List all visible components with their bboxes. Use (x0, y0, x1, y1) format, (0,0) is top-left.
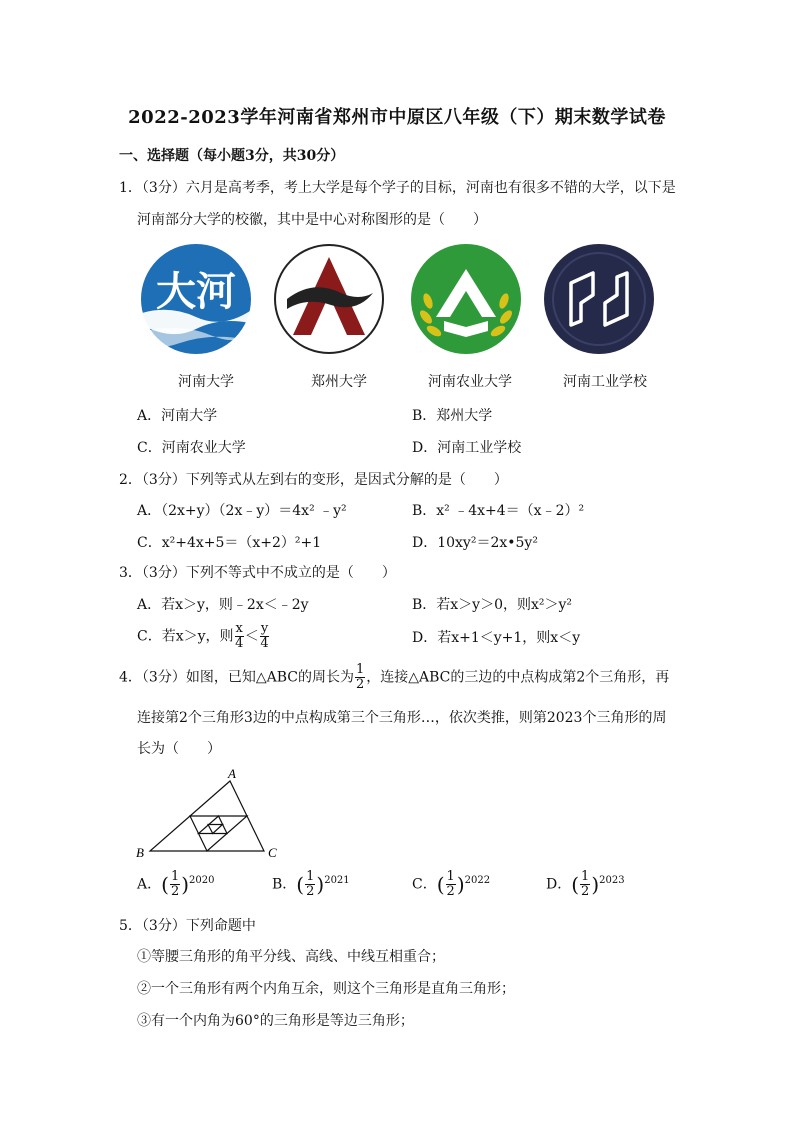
exam-title: 2022-2023学年河南省郑州市中原区八年级（下）期末数学试卷 (128, 107, 666, 128)
henan-industrial-school-logo-icon (543, 243, 655, 355)
zhengzhou-university-logo-icon (273, 243, 385, 355)
q1-stem-line2: 河南部分大学的校徽，其中是中心对称图形的是（ ） (137, 212, 487, 228)
vertex-label-a: A (228, 766, 236, 781)
logo-caption-2: 郑州大学 (311, 374, 367, 390)
fraction: $\frac{x}{4}$ (235, 621, 244, 651)
nested-triangles-figure (130, 764, 290, 864)
vertex-label-c: C (268, 845, 277, 860)
q3-option-b: B．若x＞y＞0，则x²＞y² (412, 597, 573, 613)
q1-stem-line1: 1．（3分）六月是高考季，考上大学是每个学子的目标，河南也有很多不错的大学，以下是 (119, 180, 676, 196)
q3-option-a: A．若x＞y，则﹣2x＜﹣2y (137, 597, 309, 613)
q3-option-d: D．若x+1＜y+1，则x＜y (412, 630, 581, 646)
henan-agricultural-university-logo-icon (410, 243, 522, 355)
q3-option-c-prefix: C．若x＞y，则 (137, 628, 234, 645)
relation: ＜ (244, 628, 259, 645)
q4-option-c: C．( $\frac{1}{2}$ )$^{2022}$ (412, 869, 491, 899)
q1-option-a: A．河南大学 (137, 408, 218, 424)
q5-item-1: ①等腰三角形的角平分线、高线、中线互相重合； (137, 949, 445, 965)
q1-option-d: D．河南工业学校 (412, 440, 522, 456)
q5-item-3: ③有一个内角为60°的三角形是等边三角形； (137, 1013, 414, 1029)
section-heading: 一、选择题（每小题3分，共30分） (119, 148, 345, 164)
q2-option-a: A．（2x+y）（2x﹣y）＝4x² ﹣y² (137, 503, 347, 519)
q4-stem-line2: 连接第2个三角形3边的中点构成第三个三角形…，依次类推，则第2023个三角形的周 (137, 710, 667, 726)
q4-stem-line3: 长为（ ） (137, 741, 221, 757)
fraction: $\frac{y}{4}$ (260, 621, 269, 651)
q1-option-c: C．河南农业大学 (137, 440, 246, 456)
q2-option-b: B．x² ﹣4x+4＝（x﹣2）² (412, 503, 585, 519)
q4-option-b: B．( $\frac{1}{2}$ )$^{2021}$ (272, 869, 350, 899)
q2-stem: 2．（3分）下列等式从左到右的变形，是因式分解的是（ ） (119, 472, 508, 488)
vertex-label-b: B (136, 845, 144, 860)
logo-caption-3: 河南农业大学 (428, 374, 512, 390)
q5-item-2: ②一个三角形有两个内角互余，则这个三角形是直角三角形； (137, 981, 515, 997)
q3-stem: 3．（3分）下列不等式中不成立的是（ ） (119, 565, 396, 581)
q1-option-b: B．郑州大学 (412, 408, 493, 424)
q2-option-c: C．x²+4x+5＝（x+2）²+1 (137, 535, 322, 551)
logo-caption-4: 河南工业学校 (563, 374, 647, 390)
logo-caption-1: 河南大学 (178, 374, 234, 390)
q4-stem-line1: 4．（3分）如图，已知△ABC的周长为 $\frac{1}{2}$ ，连接△ABC的三边的中点构成第2个三角形，再 (119, 662, 670, 692)
q2-option-d: D．10xy²＝2x•5y² (412, 535, 538, 551)
logo-text: 大河 (156, 270, 236, 314)
q4-option-d: D．( $\frac{1}{2}$ )$^{2023}$ (546, 869, 625, 899)
henan-university-logo-icon (140, 243, 252, 355)
q5-stem: 5．（3分）下列命题中 (119, 918, 256, 934)
q3-option-c (137, 622, 270, 651)
fraction: $\frac{1}{2}$ (355, 662, 365, 692)
q4-option-a: A．( $\frac{1}{2}$ )$^{2020}$ (137, 869, 215, 899)
